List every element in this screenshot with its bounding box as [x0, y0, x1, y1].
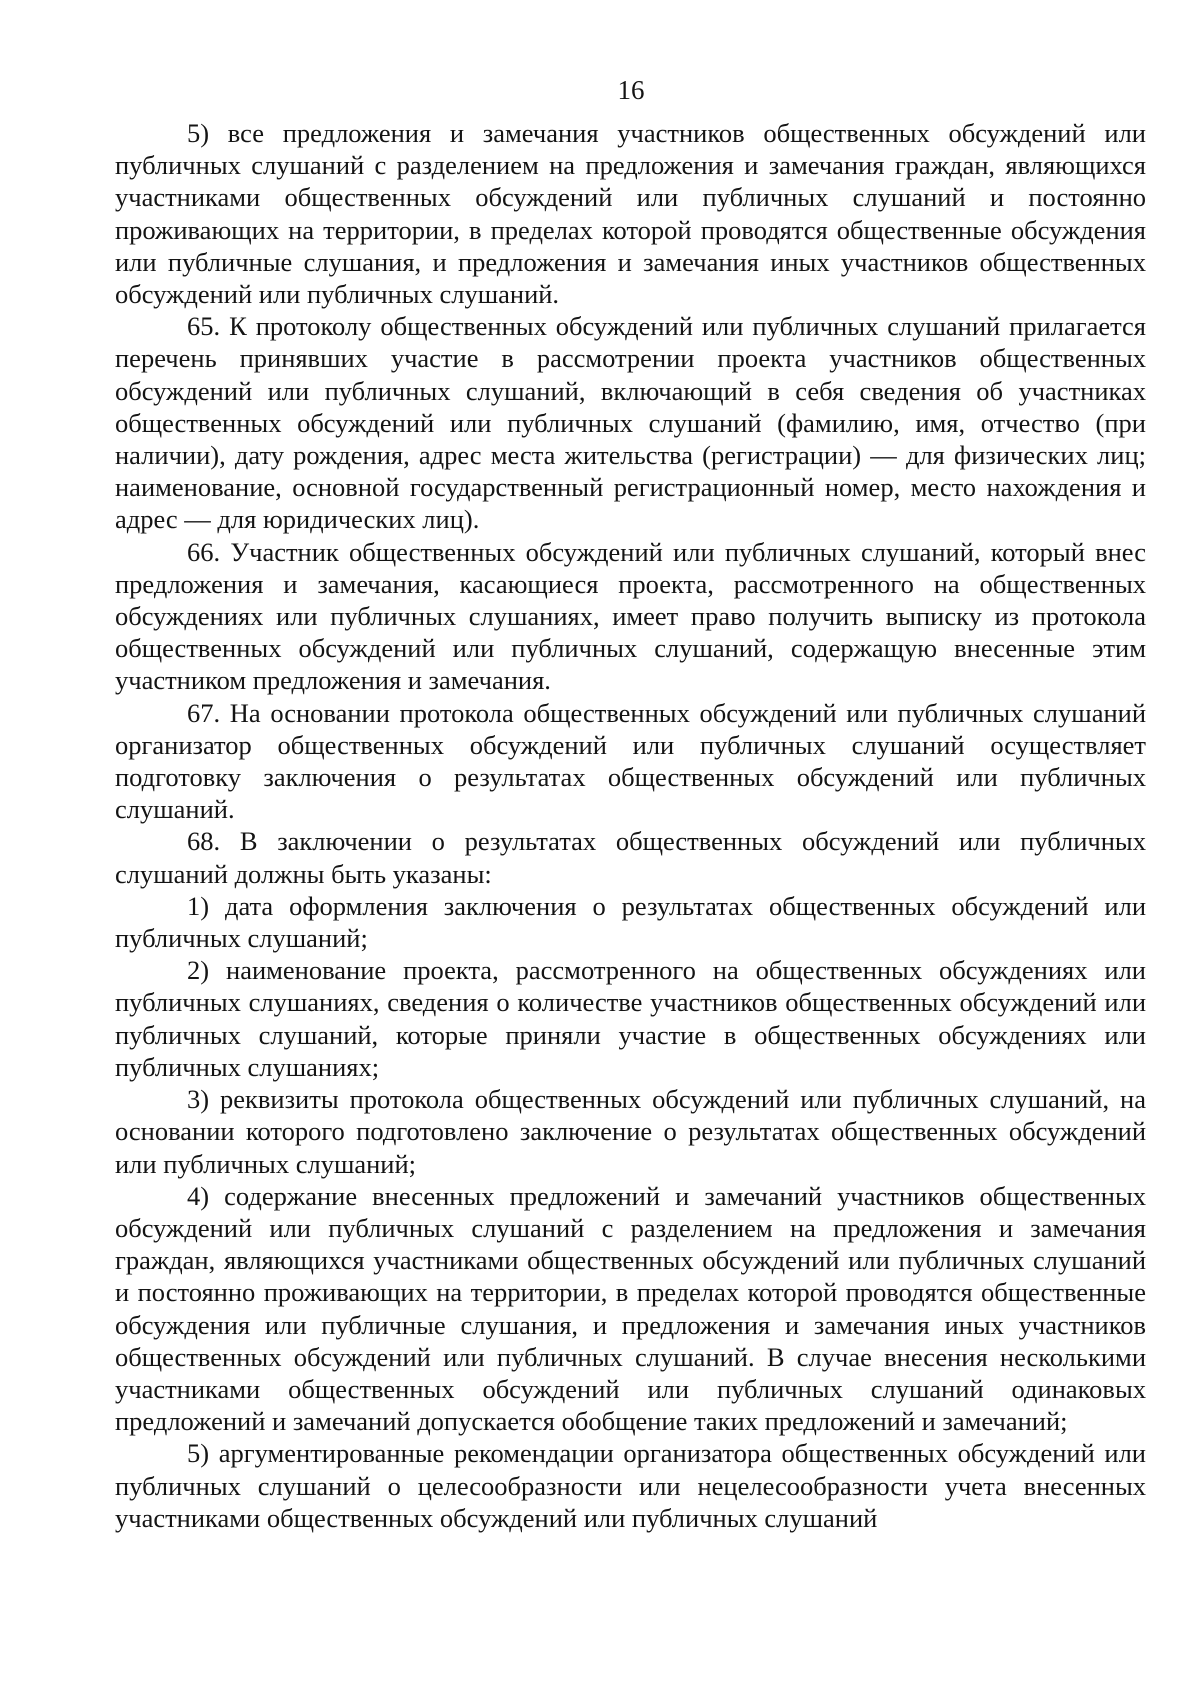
list-item-1: 1) дата оформления заключения о результатах общественных обсуждений или публичных слушаний; [115, 890, 1146, 954]
page-number: 16 [617, 75, 645, 105]
paragraph-68: 68. В заключении о результатах общественных обсуждений или публичных слушаний должны быть указаны: [115, 826, 1146, 889]
list-item-5: 5) аргументированные рекомендации организатора общественных обсуждений или публичных слушаний о целесообразности или нецелесообразности учета внесенных участниками общественных обсуждений или публичных слушаний [115, 1438, 1146, 1533]
paragraph-item-5: 5) все предложения и замечания участников общественных обсуждений или публичных слушаний с разделением на предложения и замечания граждан, являющихся участниками общественных обсуждений или публичных слушаний и постоянно проживающих на территории, в пределах которой проводятся общественные обсуждения или публичные слушания, и предложения и замечания иных участников общественных обсуждений или публичных слушаний. [115, 118, 1146, 310]
list-item-3: 3) реквизиты протокола общественных обсуждений или публичных слушаний, на основании которого подготовлено заключение о результатах общественных обсуждений или публичных слушаний; [115, 1084, 1146, 1179]
list-item-2: 2) наименование проекта, рассмотренного на общественных обсуждениях или публичных слушаниях, сведения о количестве участников общественных обсуждений или публичных слушаний, которые приняли участие в общественных обсуждениях или публичных слушаниях; [115, 955, 1146, 1082]
paragraph-65: 65. К протоколу общественных обсуждений или публичных слушаний прилагается перечень принявших участие в рассмотрении проекта участников общественных обсуждений или публичных слушаний, включающий в себя сведения об участниках общественных обсуждений или публичных слушаний (фамилию, имя, отчество (при наличии), дату рождения, адрес места жительства (регистрации) — для физических лиц; наименование, основной государственный регистрационный номер, место нахождения и адрес — для юридических лиц). [115, 311, 1146, 535]
paragraph-66: 66. Участник общественных обсуждений или публичных слушаний, который внес предложения и замечания, касающиеся проекта, рассмотренного на общественных обсуждениях или публичных слушаниях, имеет право получить выписку из протокола общественных обсуждений или публичных слушаний, содержащую внесенные этим участником предложения и замечания. [115, 536, 1146, 696]
list-item-4: 4) содержание внесенных предложений и замечаний участников общественных обсуждений или публичных слушаний с разделением на предложения и замечания граждан, являющихся участниками общественных обсуждений или публичных слушаний и постоянно проживающих на территории, в пределах которой проводятся общественные обсуждения или публичные слушания, и предложения и замечания иных участников общественных обсуждений или публичных слушаний. В случае внесения несколькими участниками общественных обсуждений или публичных слушаний одинаковых предложений и замечаний допускается обобщение таких предложений и замечаний; [115, 1180, 1146, 1437]
paragraph-67: 67. На основании протокола общественных обсуждений или публичных слушаний организатор общественных обсуждений или публичных слушаний осуществляет подготовку заключения о результатах общественных обсуждений или публичных слушаний. [115, 697, 1146, 825]
document-body [115, 117, 1146, 1534]
